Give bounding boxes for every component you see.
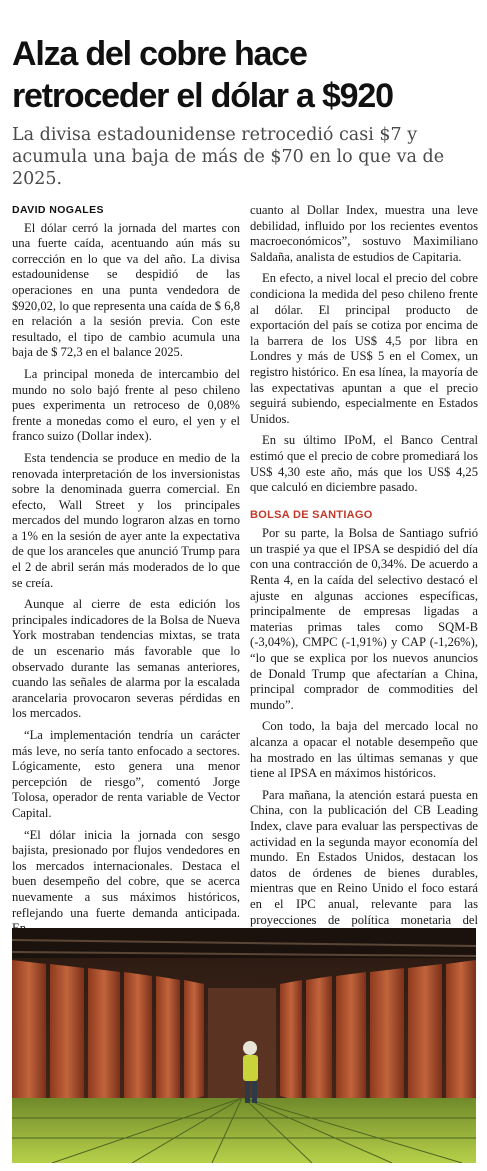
paragraph: “El dólar inicia la jornada con sesgo bajista, presionado por flujos vendedores en los mercados internacionales. Destaca el buen desempeño del cobre, que se acerca nuevamente a sus máximos históricos, reflejando una fuerte demanda anticipada. <box>12 827 240 920</box>
paragraph: Aunque al cierre de esta edición los principales indicadores de la Bolsa de Nueva York mostraban tendencias mixtas, se trata de un escenario más favorable que lo observado durante las semanas anteriores, cuando las señales de alarma por la escalada arancelaria provocaron severas pérdidas en los mercados. <box>12 597 240 721</box>
paragraph: La principal moneda de intercambio del mundo no solo bajó frente al peso chileno pues experimenta un retroceso de 0,08% frente a monedas como el euro, el yen y el franco suizo (Dollar index). <box>12 366 240 444</box>
paragraph: Esta tendencia se produce en medio de la renovada interpretación de los inversionistas sobre la denominada guerra comercial. En efecto, Wall Street y los principales mercados del mundo lograron alzas en torno a 1% en la sesión de ayer ante la expectativa de que los aranceles que anunció Trump para el 2 de abril serán más moderados de lo que se creía. <box>12 450 240 590</box>
headline <box>12 33 480 117</box>
paragraph-final <box>250 788 478 944</box>
paragraph: Por su parte, la Bolsa de Santiago sufrió un traspié ya que el IPSA se despidió del día con una contracción de 0,34%. De acuerdo a Renta 4, en la caída del selectivo destacó el ajuste en algunas acciones específicas, principalmente de empresas ligadas a materias primas tales como SQM-B (-3,04%), CMPC (-1,91%) y CAP (-1,26%), “lo que se explica por los nuevos anuncios de Donald Trump que afectarían a China, principal comprador de commodities del mundo”. <box>250 526 478 712</box>
paragraph: El dólar cerró la jornada del martes con una fuerte caída, acentuando aún más su corrección en lo que va del año. La divisa estadounidense se despidió de las operaciones en una punta vendedora de $920,02, lo que representa una caída de $ 6,8 en relación a la sesión previa. Con este resultado, el tipo de cambio acumula una baja de $ 72,3 en el balance 2025. <box>12 220 240 360</box>
paragraph: cuanto al Dollar Index, muestra una leve debilidad, influido por los recientes eventos macroeconómicos”, sostuvo Maximiliano Saldaña, analista de estudios de Capitaria. <box>250 203 478 264</box>
article-photo-copper-refinery <box>12 928 476 1163</box>
paragraph-final-text: Para mañana, la atención estará puesta en China, con la publicación del CB Leading Index, clave para evaluar las perspectivas de actividad en la segunda mayor economía del mundo. En Estados Unidos, destacan los datos de órdenes de bienes durables, mientras que en Reino Unido el foco estará en el IPC anual, relevante para las proyecciones de política monetaria del <box>250 787 478 927</box>
paragraph: En efecto, a nivel local el precio del cobre condiciona la medida del peso chileno frente al dólar. El principal producto de exportación del país se cotiza por encima de la barrera de los US$ 4,5 por libra en Londres y más de US$ 5 en el Comex, un registro histórico. En esa línea, la mayoría de las expectativas apuntan a que el precio seguirá subiendo, especialmente en Estados Unidos. <box>250 271 478 426</box>
headline-line-2: retroceder el dólar a $920 <box>12 76 393 115</box>
copper-refinery-illustration <box>12 928 476 1163</box>
paragraph: “La implementación tendría un carácter más leve, no sería tanto enfocado a sectores. Lógicamente, esto genera una menor percepción de riesgo”, comentó Jorge Tolosa, operador de renta variable de Vector Capital. <box>12 728 240 820</box>
paragraph: En su último IPoM, el Banco Central estimó que el precio de cobre promediará los US$ 4,30 este año, más que los US$ 4,25 que calculó en diciembre pasado. <box>250 433 478 495</box>
section-subhead: BOLSA DE SANTIAGO <box>250 508 373 521</box>
byline: DAVID NOGALES <box>12 204 104 216</box>
article-column-left <box>12 203 240 943</box>
paragraph: Con todo, la baja del mercado local no alcanza a opacar el notable desempeño que ha mostrado en las últimas semanas y que tiene al IPSA en máximos históricos. <box>250 719 478 781</box>
deck-subtitle: La divisa estadounidense retrocedió casi $7 y acumula una baja de más de $70 en lo que va de 2025. <box>12 125 445 189</box>
headline-line-1: Alza del cobre hace <box>12 34 307 73</box>
article-column-right <box>250 203 478 950</box>
